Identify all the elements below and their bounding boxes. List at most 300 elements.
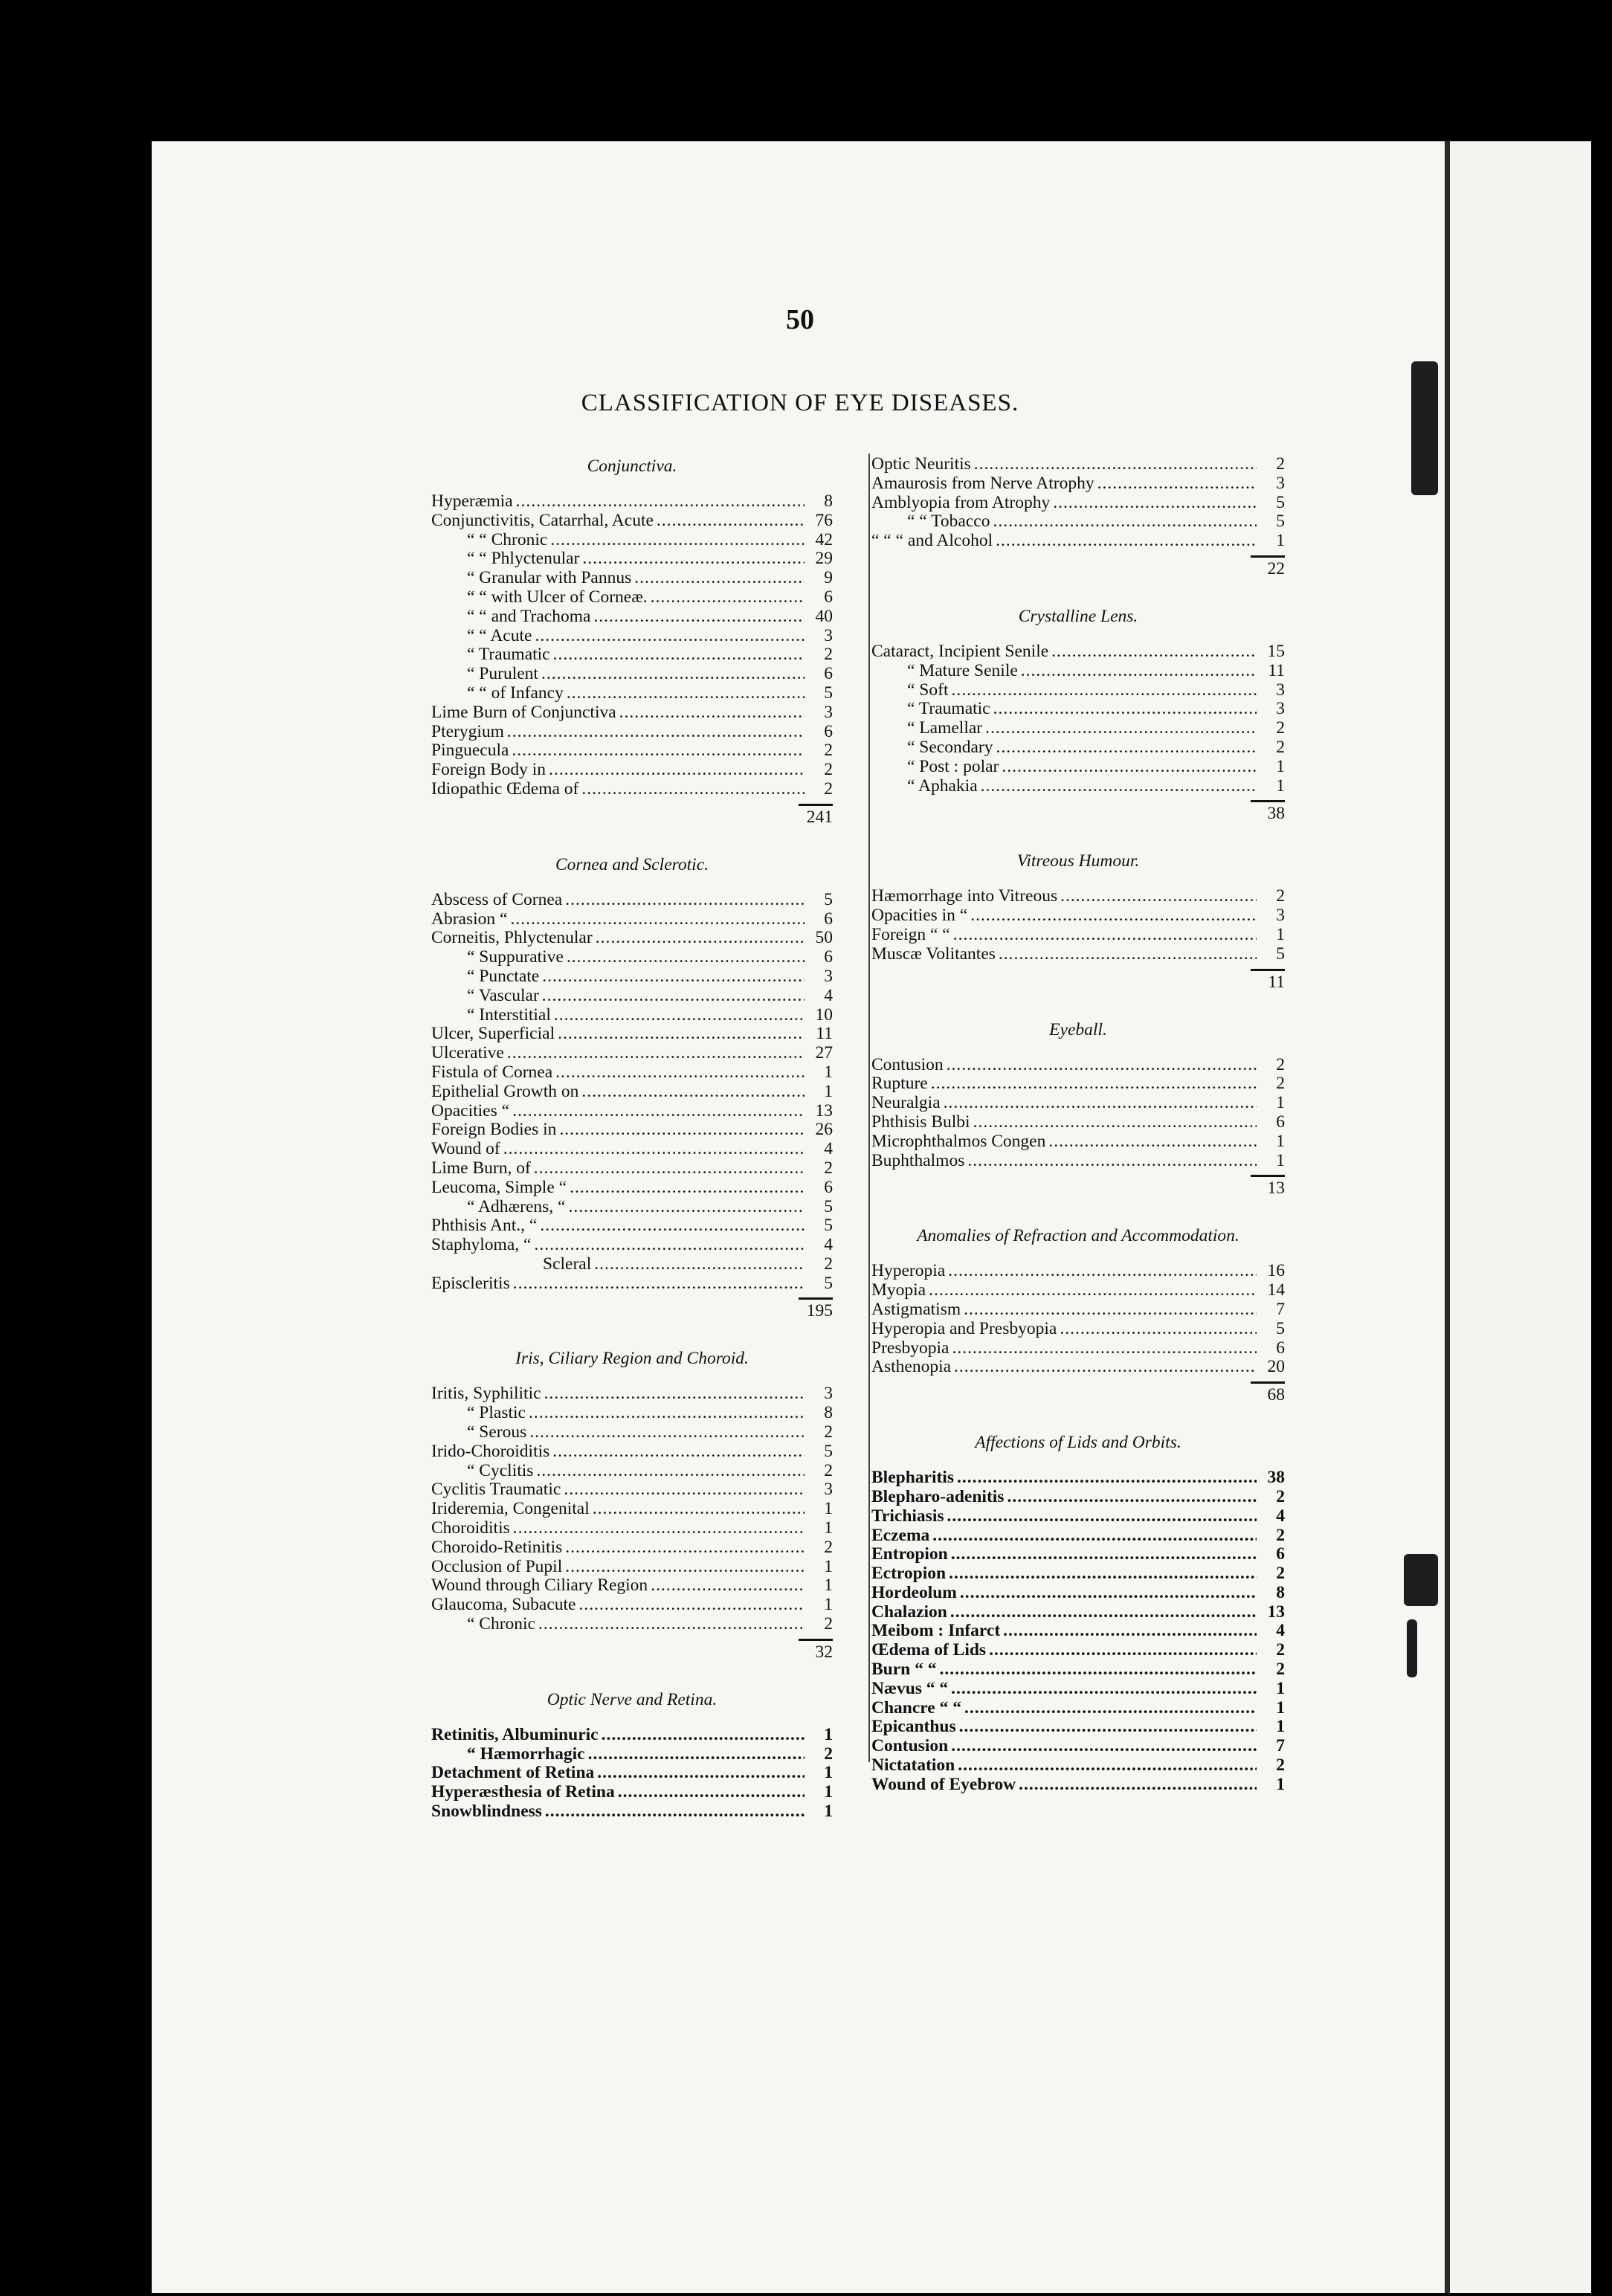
entry-label: Opacities “ [431, 1100, 510, 1120]
entry-count: 2 [1276, 1755, 1285, 1776]
entry-label: Ulcer, Superficial [431, 1024, 555, 1044]
entry-count: 1 [824, 1724, 833, 1744]
table-row [871, 1603, 1285, 1622]
section-gap [431, 1322, 833, 1347]
title-gap [871, 1247, 1285, 1262]
entry-label: “ “ Phlyctenular [467, 549, 580, 569]
leader-dots [596, 929, 805, 948]
entry-label: Irido-Choroiditis [431, 1441, 550, 1461]
entry-count: 4 [824, 1139, 833, 1159]
entry-label: Neuralgia [871, 1093, 941, 1113]
table-row [431, 1764, 833, 1783]
leader-dots [1060, 887, 1257, 906]
table-row [431, 531, 833, 550]
table-row [871, 758, 1285, 777]
entry-label: Cataract, Incipient Senile [871, 641, 1049, 661]
table-row [431, 1802, 833, 1822]
section-total: 32 [815, 1642, 833, 1662]
table-row [431, 1120, 833, 1140]
entry-count: 1 [824, 1763, 833, 1783]
entry-count: 50 [815, 928, 833, 948]
table-row [871, 681, 1285, 700]
entry-count: 4 [1276, 1621, 1285, 1641]
section-total: 11 [1268, 972, 1285, 992]
entry-label: Amaurosis from Nerve Atrophy [871, 473, 1094, 493]
table-row [431, 910, 833, 929]
leader-dots [947, 1056, 1257, 1075]
leader-dots [544, 1384, 805, 1404]
section-gap [871, 825, 1285, 850]
section-untitled [871, 455, 1285, 580]
facing-page-edge [1450, 141, 1591, 2293]
section-title: Iris, Ciliary Region and Choroid. [515, 1349, 749, 1369]
entry-label: Opacities in “ [871, 906, 968, 926]
table-row [431, 1745, 833, 1764]
entry-count: 3 [1276, 906, 1285, 926]
entry-count: 11 [816, 1024, 833, 1044]
entry-label: Contusion [871, 1054, 944, 1074]
table-row [871, 1281, 1285, 1300]
table-row [431, 684, 833, 703]
entry-count: 2 [824, 1614, 833, 1634]
entry-label: Hyperæmia [431, 491, 513, 511]
entry-count: 1 [824, 1081, 833, 1101]
entry-label: Lime Burn of Conjunctiva [431, 702, 616, 722]
leader-dots [512, 1102, 805, 1121]
entry-count: 2 [1276, 886, 1285, 906]
section-gap [431, 1663, 833, 1689]
entry-label: Meibom : Infarct [871, 1621, 1001, 1641]
leader-dots [588, 1745, 805, 1764]
entry-label: Fistula of Cornea [431, 1062, 553, 1082]
leader-dots [973, 1113, 1257, 1132]
entry-count: 14 [1267, 1280, 1285, 1300]
entry-label: Wound through Ciliary Region [431, 1576, 648, 1596]
leader-dots [1002, 758, 1257, 777]
leader-dots [542, 967, 805, 987]
entry-label: Choroiditis [431, 1518, 510, 1538]
entry-count: 5 [824, 1273, 833, 1293]
table-row [431, 891, 833, 910]
entry-label: Phthisis Bulbi [871, 1112, 970, 1132]
entry-label: “ Serous [467, 1422, 527, 1442]
table-row [431, 1083, 833, 1102]
entry-count: 2 [824, 645, 833, 665]
entry-label: “ “ “ and Alcohol [871, 531, 993, 551]
section-total: 22 [1267, 558, 1285, 578]
leader-dots [565, 1538, 805, 1558]
binding-tab-top [1411, 361, 1438, 495]
entry-count: 3 [1276, 473, 1285, 493]
entry-count: 1 [1276, 531, 1285, 551]
leader-dots [602, 1726, 805, 1745]
leader-dots [959, 1718, 1257, 1737]
title-gap [871, 628, 1285, 642]
entry-label: Epicanthus [871, 1717, 956, 1737]
leader-dots [951, 1545, 1257, 1564]
entry-count: 1 [1276, 924, 1285, 944]
leader-dots [948, 1262, 1257, 1281]
table-row [871, 1468, 1285, 1488]
leader-dots [1051, 642, 1257, 662]
left-column [431, 455, 833, 1822]
entry-count: 2 [824, 1254, 833, 1274]
table-row [431, 1783, 833, 1802]
section-title: Anomalies of Refraction and Accommodation. [917, 1226, 1239, 1246]
leader-dots [951, 1737, 1257, 1756]
leader-dots [552, 1442, 805, 1462]
leader-dots [944, 1094, 1257, 1113]
leader-dots [555, 1063, 805, 1083]
entry-count: 1 [1276, 1697, 1285, 1718]
table-row [871, 1339, 1285, 1358]
entry-count: 2 [1276, 454, 1285, 474]
section-total: 38 [1267, 804, 1285, 824]
entry-count: 1 [824, 1518, 833, 1538]
leader-dots [549, 761, 805, 780]
leader-dots [538, 1615, 805, 1634]
entry-count: 2 [1276, 718, 1285, 738]
table-row [871, 474, 1285, 494]
entry-label: Idiopathic Œdema of [431, 778, 579, 799]
table-row [871, 642, 1285, 662]
entry-label: Hæmorrhage into Vitreous [871, 886, 1058, 906]
entry-label: Foreign Bodies in [431, 1120, 557, 1140]
table-row [871, 1262, 1285, 1281]
table-row [871, 926, 1285, 945]
entry-label: Episcleritis [431, 1273, 510, 1293]
entry-count: 2 [1276, 737, 1285, 757]
entry-label: Hyperopia and Presbyopia [871, 1318, 1057, 1338]
entry-label: Irideremia, Congenital [431, 1499, 590, 1519]
page-title: CLASSIFICATION OF EYE DISEASES. [581, 390, 1019, 416]
entry-count: 6 [824, 1177, 833, 1197]
entry-label: Microphthalmos Congen [871, 1131, 1046, 1151]
entry-count: 4 [824, 1235, 833, 1255]
entry-count: 2 [1276, 1054, 1285, 1074]
entry-label: Lime Burn, of [431, 1158, 531, 1178]
title-gap [431, 876, 833, 891]
entry-count: 6 [824, 721, 833, 741]
leader-dots [929, 1281, 1257, 1300]
entry-count: 5 [1276, 512, 1285, 532]
leader-dots [949, 1564, 1257, 1584]
entry-count: 1 [1276, 1150, 1285, 1170]
entry-count: 6 [824, 664, 833, 684]
entry-label: Occlusion of Pupil [431, 1556, 563, 1576]
section-anomalies-of-refraction-and-accommodation [871, 1199, 1285, 1406]
table-row [431, 588, 833, 607]
table-row [431, 1216, 833, 1236]
entry-label: “ “ with Ulcer of Corneæ. [467, 587, 648, 607]
leader-dots [558, 1025, 805, 1044]
entry-count: 7 [1276, 1736, 1285, 1756]
entry-count: 2 [824, 1744, 833, 1764]
entry-label: Chancre “ “ [871, 1697, 961, 1718]
table-row [871, 700, 1285, 719]
entry-label: Phthisis Ant., “ [431, 1216, 538, 1236]
table-row [871, 1132, 1285, 1152]
leader-dots [1021, 662, 1257, 681]
entry-count: 1 [1276, 1093, 1285, 1113]
table-row [871, 945, 1285, 964]
entry-label: Pterygium [431, 721, 504, 741]
table-row [871, 1074, 1285, 1094]
table-row [871, 1526, 1285, 1546]
entry-label: Scleral [543, 1254, 592, 1274]
entry-count: 1 [824, 1062, 833, 1082]
leader-dots [513, 1274, 805, 1294]
entry-label: Staphyloma, “ [431, 1235, 532, 1255]
table-row [431, 1404, 833, 1423]
table-row [431, 780, 833, 799]
table-row [871, 1358, 1285, 1377]
leader-dots [954, 1358, 1257, 1377]
leader-dots [597, 1764, 805, 1783]
table-row [871, 1320, 1285, 1339]
book-page [152, 141, 1448, 2293]
entry-count: 5 [824, 1196, 833, 1216]
table-row [871, 494, 1285, 513]
entry-count: 5 [1276, 1318, 1285, 1338]
table-row [431, 1558, 833, 1577]
entry-count: 13 [1267, 1602, 1285, 1622]
entry-count: 1 [1276, 756, 1285, 776]
entry-count: 8 [824, 1403, 833, 1423]
entry-count: 2 [824, 760, 833, 780]
table-row [871, 662, 1285, 681]
leader-dots [550, 531, 805, 550]
table-row [431, 645, 833, 665]
entry-label: “ Secondary [907, 737, 993, 757]
leader-dots [951, 1680, 1257, 1699]
table-row [431, 1006, 833, 1025]
leader-dots [593, 1500, 805, 1519]
entry-label: Buphthalmos [871, 1150, 965, 1170]
table-row [431, 1384, 833, 1404]
table-row [871, 887, 1285, 906]
leader-dots [951, 681, 1257, 700]
leader-dots [594, 1255, 805, 1274]
leader-dots [970, 906, 1257, 926]
title-gap [431, 1370, 833, 1384]
leader-dots [581, 1083, 805, 1102]
entry-label: Pinguecula [431, 741, 509, 761]
table-row [431, 1255, 833, 1274]
section-conjunctiva [431, 455, 833, 828]
table-row [871, 1699, 1285, 1718]
entry-count: 6 [824, 909, 833, 929]
entry-count: 5 [824, 889, 833, 909]
entry-count: 5 [824, 683, 833, 703]
entry-count: 11 [1268, 660, 1285, 680]
table-row [431, 1462, 833, 1481]
entry-label: Detachment of Retina [431, 1763, 595, 1783]
entry-label: Amblyopia from Atrophy [871, 492, 1051, 512]
section-title: Conjunctiva. [587, 457, 677, 476]
table-row [871, 1622, 1285, 1641]
entry-label: Œdema of Lids [871, 1640, 987, 1660]
table-row [431, 948, 833, 967]
table-row [871, 906, 1285, 926]
leader-dots [529, 1423, 805, 1442]
leader-dots [996, 532, 1257, 551]
table-row [431, 512, 833, 531]
table-row [431, 1274, 833, 1294]
leader-dots [618, 1783, 805, 1802]
entry-label: “ Hæmorrhagic [467, 1744, 585, 1764]
entry-label: “ Plastic [467, 1403, 526, 1423]
entry-count: 2 [1276, 1660, 1285, 1680]
entry-label: Chalazion [871, 1602, 947, 1622]
table-row [871, 1152, 1285, 1171]
entry-label: “ Traumatic [467, 645, 550, 665]
leader-dots [535, 627, 805, 646]
entry-count: 16 [1267, 1261, 1285, 1281]
leader-dots [993, 512, 1257, 532]
entry-count: 8 [824, 491, 833, 511]
leader-dots [554, 1006, 805, 1025]
entry-label: Hordeolum [871, 1582, 957, 1602]
entry-label: Myopia [871, 1280, 926, 1300]
table-row [871, 1718, 1285, 1737]
entry-label: Cyclitis Traumatic [431, 1480, 561, 1500]
table-row [431, 1500, 833, 1519]
leader-dots [981, 777, 1257, 796]
entry-label: Asthenopia [871, 1357, 952, 1377]
right-column [871, 455, 1285, 1795]
entry-label: Snowblindness [431, 1802, 542, 1822]
entry-count: 3 [824, 966, 833, 986]
entry-label: “ Cyclitis [467, 1460, 534, 1480]
entry-label: Ectropion [871, 1564, 947, 1584]
table-row [431, 703, 833, 723]
leader-dots [567, 948, 805, 967]
leader-dots [503, 1140, 805, 1159]
entry-label: Nictatation [871, 1755, 955, 1776]
leader-dots [578, 1596, 805, 1615]
entry-count: 2 [824, 778, 833, 799]
table-row [431, 1442, 833, 1462]
leader-dots [1003, 1622, 1257, 1641]
leader-dots [567, 684, 805, 703]
entry-count: 8 [1276, 1582, 1285, 1602]
entry-label: Retinitis, Albuminuric [431, 1724, 599, 1744]
entry-count: 2 [824, 1422, 833, 1442]
table-row [871, 1488, 1285, 1507]
entry-count: 2 [1276, 1074, 1285, 1094]
entry-count: 5 [1276, 492, 1285, 512]
leader-dots [559, 1120, 805, 1140]
entry-label: “ “ Acute [467, 625, 532, 645]
entry-label: Muscæ Volitantes [871, 944, 996, 964]
table-row [871, 1660, 1285, 1680]
leader-dots [1007, 1488, 1257, 1507]
leader-dots [996, 738, 1257, 758]
leader-dots [999, 945, 1257, 964]
leader-dots [1048, 1132, 1257, 1152]
entry-label: “ Vascular [467, 985, 539, 1005]
section-gap [871, 1406, 1285, 1431]
entry-count: 6 [824, 947, 833, 967]
leader-dots [540, 1216, 805, 1236]
entry-count: 29 [815, 549, 833, 569]
entry-label: “ Punctate [467, 966, 540, 986]
table-row [431, 569, 833, 588]
entry-count: 3 [1276, 680, 1285, 700]
table-row [431, 607, 833, 627]
table-row [431, 723, 833, 742]
entry-label: “ “ of Infancy [467, 683, 564, 703]
entry-label: Conjunctivitis, Catarrhal, Acute [431, 510, 654, 530]
leader-dots [564, 1480, 805, 1500]
leader-dots [507, 723, 805, 742]
entry-label: Ulcerative [431, 1043, 504, 1063]
entry-label: Contusion [871, 1736, 949, 1756]
entry-label: Wound of Eyebrow [871, 1774, 1016, 1794]
table-row [871, 1737, 1285, 1756]
leader-dots [989, 1641, 1257, 1660]
binding-tab-middle [1404, 1554, 1438, 1606]
table-row [871, 719, 1285, 738]
entry-count: 9 [824, 568, 833, 588]
table-row [431, 665, 833, 684]
entry-count: 1 [1276, 775, 1285, 796]
section-crystalline-lens [871, 580, 1285, 825]
table-row [431, 1538, 833, 1558]
entry-label: Leucoma, Simple “ [431, 1177, 567, 1197]
table-row [871, 1113, 1285, 1132]
leader-dots [507, 1044, 805, 1063]
table-row [871, 512, 1285, 532]
entry-label: Astigmatism [871, 1299, 961, 1319]
leader-dots [952, 1339, 1257, 1358]
section-title: Affections of Lids and Orbits. [975, 1433, 1181, 1453]
entry-count: 10 [815, 1004, 833, 1025]
entry-count: 5 [1276, 944, 1285, 964]
table-row [431, 1519, 833, 1538]
table-row [871, 532, 1285, 551]
entry-count: 1 [1276, 1774, 1285, 1794]
entry-count: 38 [1267, 1468, 1285, 1488]
entry-count: 1 [1276, 1678, 1285, 1698]
entry-count: 3 [824, 1384, 833, 1404]
leader-dots [570, 1178, 805, 1198]
entry-count: 5 [824, 1441, 833, 1461]
entry-label: Hyperopia [871, 1261, 946, 1281]
section-gap [431, 828, 833, 854]
entry-label: Nævus “ “ [871, 1678, 949, 1698]
table-row [871, 777, 1285, 796]
entry-label: “ Traumatic [907, 699, 990, 719]
table-row [431, 1159, 833, 1178]
entry-count: 2 [1276, 1525, 1285, 1545]
table-row [431, 1576, 833, 1596]
entry-label: “ Chronic [467, 1614, 536, 1634]
entry-label: Trichiasis [871, 1506, 944, 1526]
entry-count: 26 [815, 1120, 833, 1140]
entry-label: Abscess of Cornea [431, 889, 563, 909]
entry-count: 3 [824, 625, 833, 645]
leader-dots [553, 645, 805, 665]
leader-dots [1097, 474, 1257, 494]
leader-dots [964, 1699, 1257, 1718]
entry-count: 40 [815, 606, 833, 626]
leader-dots [960, 1584, 1257, 1603]
section-gap [871, 993, 1285, 1019]
section-total: 13 [1267, 1178, 1285, 1199]
section-gap [871, 580, 1285, 605]
